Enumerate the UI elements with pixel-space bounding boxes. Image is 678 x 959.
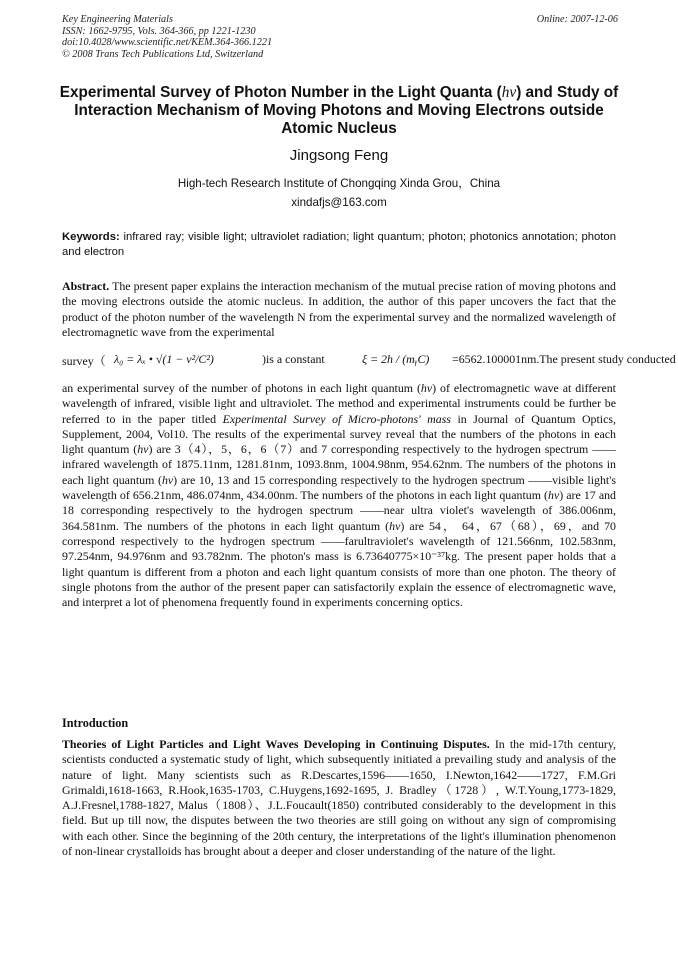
journal-copyright: © 2008 Trans Tech Publications Ltd, Switzerland bbox=[62, 48, 264, 60]
formula-constant: ξ = 2h / (mᵧC) bbox=[362, 352, 430, 366]
title-part1: Experimental Survey of Photon Number in the Light Quanta ( bbox=[59, 84, 502, 101]
introduction-heading: Introduction bbox=[62, 716, 129, 730]
journal-header bbox=[62, 14, 618, 60]
paper-title bbox=[56, 84, 622, 139]
abstract-label: Abstract. bbox=[62, 279, 110, 293]
hv-symbol: hv bbox=[548, 488, 560, 503]
author-email[interactable]: xindafjs@163.com bbox=[291, 196, 387, 209]
introduction-paragraph bbox=[62, 737, 616, 859]
formula-normalized-wavelength: λ₀ = λₓ • √(1 − v²/C²) bbox=[114, 352, 214, 366]
formula-survey: survey（ bbox=[62, 354, 106, 368]
hv-symbol: hv bbox=[137, 442, 149, 457]
introduction-subhead: Theories of Light Particles and Light Waves Developing in Continuing Disputes. bbox=[62, 737, 490, 751]
online-date: Online: 2007-12-06 bbox=[536, 14, 618, 25]
journal-name: Key Engineering Materials bbox=[62, 14, 173, 25]
keywords-label: Keywords: bbox=[62, 231, 120, 243]
abstract-p2b: ) of electromagnetic wave at different wavelength of infrared, visible light and ultraviolet. The method and experimental instruments could be further be referred to in the paper titled bbox=[62, 381, 616, 426]
formula-mid: )is a constant bbox=[262, 352, 325, 366]
keywords-text: infrared ray; visible light; ultraviolet radiation; light quantum; photon; photonics annotation; photon and electron bbox=[62, 231, 617, 258]
author-name: Jingsong Feng bbox=[289, 147, 389, 164]
title-part2: ) and Study of Interaction Mechanism of Moving Photons and Moving Electrons outside Atomic Nucleus bbox=[74, 84, 619, 138]
abstract-p2g: ) are 54， 64，67（68），69，and 70 correspond respectively to the hydrogen spectrum ——farultraviolet's wavelength of 121.566nm, 102.583nm, 97.254nm, 94.976nm and 93.782nm. The photon's mass is 6.73640775×10⁻³⁷kg. The present paper holds that a light quantum is different from a photon and each light quantum consists of more than one photon. The theory of single photons from the author of the present paper can satisfactorily explain the essence of electromagnetic wave, and interpret a lot of phenomena frequently found in experiments concerning optics. bbox=[62, 518, 617, 610]
journal-doi: doi:10.4028/www.scientific.net/KEM.364-366.1221 bbox=[62, 37, 273, 49]
keywords bbox=[62, 230, 616, 259]
hv-symbol: hv bbox=[161, 472, 174, 487]
abstract-p2d: ) are 3（4），5，6，6（7）and 7 corresponding respectively to the hydrogen spectrum ——infrared wavelength of 1875.11nm, 1281.81nm, 1093.8nm, 1004.98nm, 954.62nm. The numbers of the photons in each light quantum ( bbox=[62, 442, 616, 487]
formula-line bbox=[62, 344, 676, 374]
abstract-p2e: ) are 10, 13 and 15 corresponding respectively to the hydrogen spectrum ——visible light's wavelength of 656.21nm, 486.074nm, 434.00nm. The numbers of the photons in each light quantum ( bbox=[62, 472, 616, 503]
abstract-intro bbox=[62, 279, 616, 340]
abstract-p2f: ) are 17 and 18 corresponding respectively to the hydrogen spectrum ——near ultra violet's wavelength of 386.006nm, 364.581nm. The numbers of the photons in each light quantum ( bbox=[62, 488, 616, 533]
formula-end: =6562.100001nm.The present study conducted bbox=[452, 352, 676, 366]
title-hv: hv bbox=[501, 84, 517, 101]
introduction-text: In the mid-17th century, scientists conducted a systematic study of light, which subsequently initiated a prevailing study and analysis of the nature of light. Many scientists such as R.Descartes,1596——1650, I.Newton,1642——1727, F.M.Gri Grimaldi,1618-1663, R.Hook,1635-1703, C.Huygens,1692-1695, J. Bradley（1728）, W.T.Young,1773-1829, A.J.Fresnel,1788-1827, Malus（1808）、J.L.Foucault(1850) contributed considerably to the development in this field. But up till now, the disputes between the two theories are still going on without any sign of compromising with each other. Since the beginning of the 20th century, the interpretations of the light's illumination phenomenon of non-linear crystalloids has brought about a deeper and closer understanding of the nature of the light. bbox=[62, 737, 616, 859]
hv-symbol: hv bbox=[389, 518, 401, 533]
abstract-results bbox=[62, 381, 616, 610]
abstract-p2c: in Journal of Quantum Optics, Supplement, 2004, Vol10. The results of the experimental survey reveal that the numbers of the photons in each light quantum ( bbox=[62, 411, 616, 457]
hv-symbol: hv bbox=[420, 381, 433, 395]
abstract-p1: The present paper explains the interaction mechanism of the mutual precise ration of moving photons and the moving electrons outside the atomic nucleus. In addition, the author of this paper uncovers the fact that the product of the photon number of the wavelength N from the experimental survey and the normalized wavelength of electromagnetic wave from the experimental bbox=[62, 279, 616, 339]
journal-issn: ISSN: 1662-9795, Vols. 364-366, pp 1221-1230 bbox=[62, 25, 256, 37]
reference-title: Experimental Survey of Micro-photons' mass bbox=[222, 411, 451, 426]
abstract-p2a: an experimental survey of the number of photons in each light quantum ( bbox=[62, 381, 421, 395]
affiliation: High-tech Research Institute of Chongqing Xinda Grou，China bbox=[177, 177, 501, 190]
